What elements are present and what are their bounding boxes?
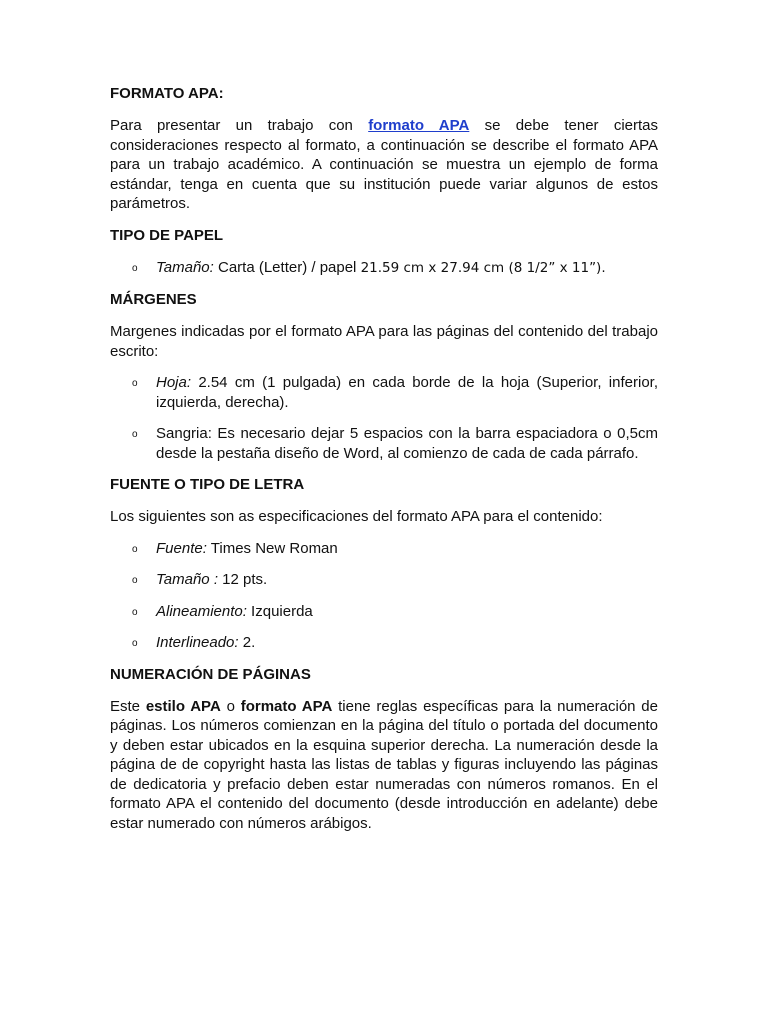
item-value: 12 pts. [218,571,268,588]
list-item-interlineado [110,633,658,653]
fuente-list [110,539,658,653]
papel-list [110,258,658,279]
list-item-hoja [110,373,658,412]
text-segment: Este [110,697,146,715]
bullet-icon: o [132,378,138,389]
item-text: Sangria: Es necesario dejar 5 espacios con la barra espaciadora o 0,5cm desde la pestaña diseño de Word, al comienzo de cada de cada párrafo. [156,425,658,462]
formato-apa-link[interactable]: formato APA [368,117,470,134]
list-item-sangria [110,424,658,463]
heading-tipo-papel: TIPO DE PAPEL [110,226,224,244]
bullet-icon: o [132,575,138,586]
heading-fuente: FUENTE O TIPO DE LETRA [110,476,305,493]
heading-formato-apa: FORMATO APA: [110,85,224,102]
list-item-tamano-papel [110,258,658,279]
item-label: Tamaño: [156,258,214,276]
bullet-icon: o [132,262,138,274]
paragraph-formato-intro [110,116,658,214]
text-segment: Para presentar un trabajo con [110,117,369,134]
item-text: Carta (Letter) / papel [213,258,361,276]
text-segment: tiene reglas específicas para la numeración de páginas. Los números comienzan en la página del título o portada del documento y deben estar ubicados en la esquina superior derecha. La numeración desde la página de de copyright hasta las listas de tablas y figuras incluyendo las páginas de dedicatoria y prefacio deben estar numeradas con números romanos. En el formato APA el contenido del documento (desde introducción en adelante) debe estar numerado con números arábigos. [110,697,658,832]
text-segment: se debe tener ciertas consideraciones respecto al formato, a continuación se describe el formato APA para un trabajo académico. A continuación se muestra un ejemplo de forma estándar, tenga en cuenta que su institución puede variar algunos de estos parámetros. [110,117,659,212]
text-segment: o [220,697,241,715]
bullet-icon: o [132,606,138,618]
margenes-list [110,373,658,463]
paragraph-numeracion [110,697,658,834]
list-item-tamano [110,570,658,590]
bullet-icon: o [132,429,138,440]
item-label: Hoja: [156,374,192,391]
item-label: Fuente: [156,539,207,557]
item-label: Tamaño : [156,571,218,588]
item-label: Alineamiento: [156,602,247,620]
bold-estilo-apa: estilo APA [145,697,221,715]
paragraph-fuente-intro: Los siguientes son as especificaciones del formato APA para el contenido: [110,508,603,525]
bullet-icon: o [132,638,138,649]
item-value: Times New Roman [206,539,338,557]
heading-margenes: MÁRGENES [110,291,197,308]
list-item-alineamiento [110,602,658,622]
bullet-icon: o [132,543,138,555]
paragraph-margenes-intro: Margenes indicadas por el formato APA para las páginas del contenido del trabajo escrito: [110,323,658,360]
item-text: 2.54 cm (1 pulgada) en cada borde de la hoja (Superior, inferior, izquierda, derecha). [156,374,658,411]
item-value: Izquierda [246,602,313,620]
list-item-fuente [110,539,658,559]
item-label: Interlineado: [156,634,239,651]
heading-numeracion: NUMERACIÓN DE PÁGINAS [110,665,311,683]
item-value: 2. [238,634,256,651]
item-measure: 21.59 cm x 27.94 cm (8 1/2” x 11”). [360,259,606,276]
bold-formato-apa: formato APA [240,697,333,715]
